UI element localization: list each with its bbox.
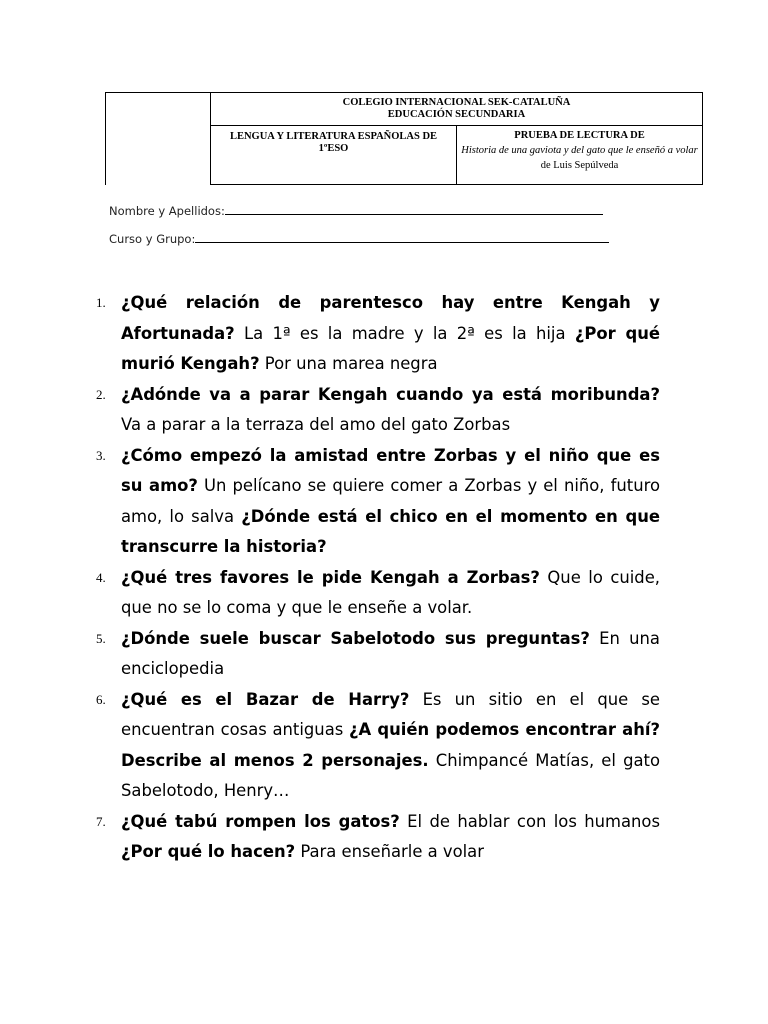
header-table [105,92,703,185]
name-field[interactable] [109,204,603,218]
question-text: ¿Qué tabú rompen los gatos? [121,811,400,831]
question-text: ¿Por qué lo hacen? [121,842,296,861]
question-number: 5. [96,630,106,646]
question-item [96,380,660,441]
test-title: PRUEBA DE LECTURA DE [514,130,645,141]
book-author: de Luis Sepúlveda [540,160,619,171]
question-number: 7. [96,813,106,829]
question-text: ¿A quién podemos encontrar ahí? Describe al menos 2 personajes. [121,720,660,770]
answer-text: Por una marea negra [259,354,438,373]
answer-text: Un pelícano se quiere comer a Zorbas y el niño, futuro amo, lo salva [121,476,660,526]
question-list [96,288,660,868]
school-line1: COLEGIO INTERNACIONAL SEK-CATALUÑA [342,97,571,108]
group-field[interactable] [109,232,609,246]
answer-text: En una enciclopedia [121,628,660,678]
school-line2: EDUCACIÓN SECUNDARIA [387,109,526,120]
question-item [96,685,660,807]
question-text: ¿Cómo empezó la amistad entre Zorbas y el niño que es su amo? [121,445,660,495]
question-number: 2. [96,386,106,402]
question-text: ¿Por qué murió Kengah? [121,323,660,373]
question-text: ¿Qué tres favores le pide Kengah a Zorbas? [121,567,540,587]
question-item [96,807,660,868]
question-text: ¿Qué es el Bazar de Harry? [121,689,410,709]
answer-text: Es un sitio en el que se encuentran cosas antiguas [121,689,660,739]
question-text: ¿Dónde suele buscar Sabelotodo sus preguntas? [121,628,590,648]
question-text: ¿Adónde va a parar Kengah cuando ya está moribunda? [121,384,660,404]
name-line[interactable] [225,204,603,215]
answer-text: El de hablar con los humanos [399,811,660,831]
question-number: 4. [96,569,106,585]
question-item [96,624,660,685]
group-label: Curso y Grupo: [109,232,196,246]
school-name [211,93,702,126]
question-item [96,563,660,624]
answer-text: La 1ª es la madre y la 2ª es la hija [234,323,575,343]
answer-text: Chimpancé Matías, el gato Sabelotodo, Henry… [121,750,660,800]
answer-text: Que lo cuide, que no se lo coma y que le enseñe a volar. [121,567,660,617]
answer-text: Para enseñarle a volar [295,842,484,861]
book-title: Historia de una gaviota y del gato que le enseñó a volar [461,145,698,156]
answer-text: Va a parar a la terraza del amo del gato Zorbas [121,415,511,434]
question-number: 3. [96,447,106,463]
group-line[interactable] [195,232,609,243]
question-item [96,441,660,563]
logo-cell [105,92,210,185]
name-label: Nombre y Apellidos: [109,204,225,218]
test-cell [457,126,702,184]
question-item [96,288,660,380]
question-text: ¿Dónde está el chico en el momento en que transcurre la historia? [121,506,661,556]
header-right [210,92,703,185]
question-text: ¿Qué relación de parentesco hay entre Kengah y Afortunada? [121,293,660,343]
question-number: 6. [96,691,106,707]
subject-cell: LENGUA Y LITERATURA ESPAÑOLAS DE 1ºESO [211,126,457,184]
question-number: 1. [96,295,106,310]
